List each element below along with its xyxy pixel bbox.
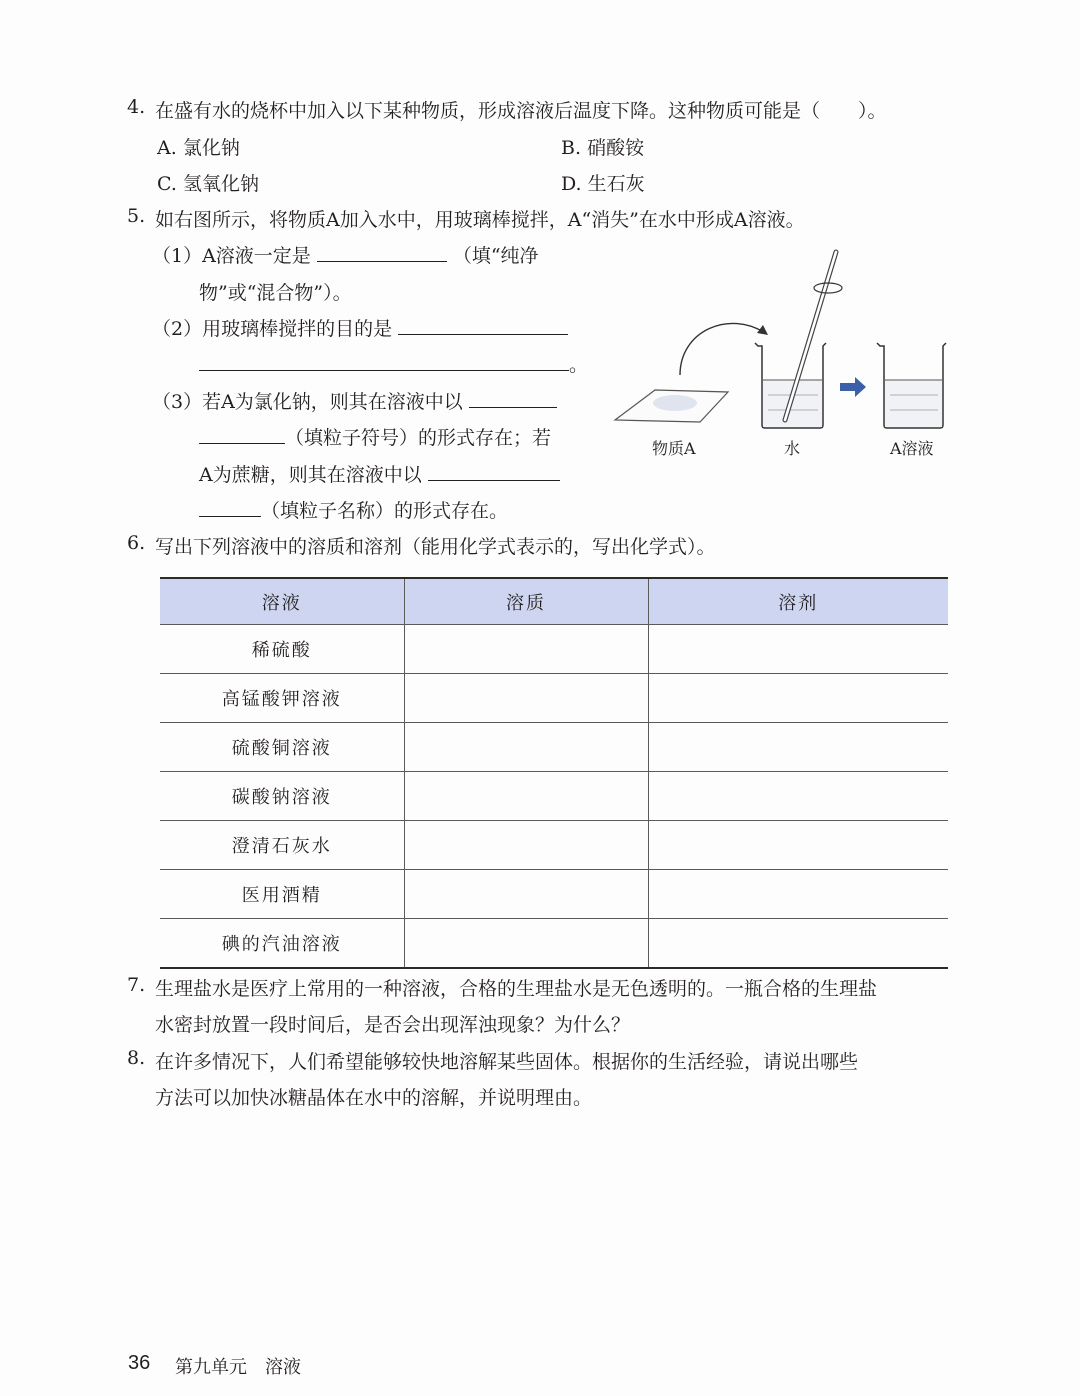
question-8-line2: 方法可以加快冰糖晶体在水中的溶解，并说明理由。 bbox=[155, 1087, 593, 1109]
solution-name: 碘的汽油溶液 bbox=[160, 919, 404, 969]
solution-name: 医用酒精 bbox=[160, 870, 404, 919]
q4-option-a bbox=[157, 133, 240, 160]
solute-answer-cell[interactable] bbox=[404, 919, 648, 969]
solvent-answer-cell[interactable] bbox=[648, 919, 948, 969]
page-number: 36 bbox=[128, 1352, 151, 1374]
q5-part3-line2 bbox=[199, 423, 551, 450]
solute-answer-cell[interactable] bbox=[404, 772, 648, 821]
q4-option-b bbox=[561, 133, 644, 160]
table-row bbox=[160, 772, 948, 821]
question-4-number: 4. bbox=[127, 96, 146, 118]
solution-name: 高锰酸钾溶液 bbox=[160, 674, 404, 723]
q5-part3-hint2: （填粒子名称）的形式存在。 bbox=[261, 500, 509, 522]
answer-blank[interactable] bbox=[199, 425, 285, 444]
solvent-answer-cell[interactable] bbox=[648, 674, 948, 723]
option-text: 生石灰 bbox=[587, 173, 645, 195]
q5-part1-text: （1）A溶液一定是 bbox=[152, 245, 311, 267]
q5-part3-text2: A为蔗糖，则其在溶液中以 bbox=[199, 464, 422, 486]
q5-part1-line2: 物”或“混合物”）。 bbox=[199, 282, 352, 304]
answer-blank[interactable] bbox=[317, 243, 447, 262]
table-row bbox=[160, 870, 948, 919]
option-letter: C. bbox=[157, 173, 177, 195]
question-6-number: 6. bbox=[127, 532, 146, 554]
solute-solvent-table bbox=[160, 577, 948, 969]
q5-part3-line4 bbox=[199, 496, 508, 523]
option-letter: B. bbox=[561, 137, 582, 159]
solute-answer-cell[interactable] bbox=[404, 723, 648, 772]
question-4-stem: 在盛有水的烧杯中加入以下某种物质，形成溶液后温度下降。这种物质可能是（ ）。 bbox=[155, 100, 887, 122]
solution-name: 硫酸铜溶液 bbox=[160, 723, 404, 772]
q4-option-c bbox=[157, 169, 259, 196]
powder-substance-a bbox=[653, 395, 697, 411]
solute-answer-cell[interactable] bbox=[404, 821, 648, 870]
header-solution: 溶液 bbox=[160, 578, 404, 625]
question-8-line1: 在许多情况下，人们希望能够较快地溶解某些固体。根据你的生活经验，请说出哪些 bbox=[155, 1051, 859, 1073]
question-5-number: 5. bbox=[127, 205, 146, 227]
table-row bbox=[160, 674, 948, 723]
transfer-arrow bbox=[680, 323, 765, 375]
option-text: 氯化钠 bbox=[182, 137, 240, 159]
answer-blank[interactable] bbox=[398, 316, 568, 335]
q5-part3-line1 bbox=[152, 387, 557, 414]
table-header-row bbox=[160, 578, 948, 625]
answer-blank[interactable] bbox=[199, 352, 569, 371]
solvent-answer-cell[interactable] bbox=[648, 772, 948, 821]
answer-blank[interactable] bbox=[428, 462, 560, 481]
question-5-stem: 如右图所示，将物质A加入水中，用玻璃棒搅拌，A“消失”在水中形成A溶液。 bbox=[155, 209, 805, 231]
solute-answer-cell[interactable] bbox=[404, 625, 648, 674]
answer-blank[interactable] bbox=[469, 389, 557, 408]
answer-blank[interactable] bbox=[199, 498, 261, 517]
solution-name: 澄清石灰水 bbox=[160, 821, 404, 870]
figure-label-water: 水 bbox=[784, 439, 801, 458]
table-row bbox=[160, 821, 948, 870]
solvent-answer-cell[interactable] bbox=[648, 625, 948, 674]
header-solvent: 溶剂 bbox=[648, 578, 948, 625]
header-solute: 溶质 bbox=[404, 578, 648, 625]
solution-name: 碳酸钠溶液 bbox=[160, 772, 404, 821]
question-6-stem: 写出下列溶液中的溶质和溶剂（能用化学式表示的，写出化学式）。 bbox=[155, 536, 716, 558]
figure-label-substance-a: 物质A bbox=[652, 439, 696, 458]
question-7-line2: 水密封放置一段时间后，是否会出现浑浊现象？为什么？ bbox=[155, 1014, 631, 1036]
option-text: 氢氧化钠 bbox=[182, 173, 259, 195]
solvent-answer-cell[interactable] bbox=[648, 723, 948, 772]
q5-part1-line1 bbox=[152, 241, 539, 268]
q4-option-d bbox=[561, 169, 645, 196]
q5-part2-end: 。 bbox=[569, 354, 589, 376]
question-7-number: 7. bbox=[127, 974, 146, 996]
dissolution-figure bbox=[600, 240, 960, 460]
solvent-answer-cell[interactable] bbox=[648, 821, 948, 870]
figure-label-solution: A溶液 bbox=[890, 439, 934, 458]
q5-part3-line3 bbox=[199, 460, 560, 487]
option-text: 硝酸铵 bbox=[587, 137, 645, 159]
q5-part3-text: （3）若A为氯化钠，则其在溶液中以 bbox=[152, 391, 463, 413]
table-row bbox=[160, 625, 948, 674]
solvent-answer-cell[interactable] bbox=[648, 870, 948, 919]
solute-answer-cell[interactable] bbox=[404, 870, 648, 919]
question-7-line1: 生理盐水是医疗上常用的一种溶液，合格的生理盐水是无色透明的。一瓶合格的生理盐 bbox=[155, 978, 878, 1000]
option-letter: D. bbox=[561, 173, 582, 195]
solution-name: 稀硫酸 bbox=[160, 625, 404, 674]
result-arrow bbox=[840, 377, 866, 397]
option-letter: A. bbox=[157, 137, 177, 159]
q5-part1-hint: （填“纯净 bbox=[452, 245, 539, 267]
question-8-number: 8. bbox=[127, 1047, 146, 1069]
q5-part2-text: （2）用玻璃棒搅拌的目的是 bbox=[152, 318, 393, 340]
q5-part2-line1 bbox=[152, 314, 568, 341]
table-row bbox=[160, 723, 948, 772]
solution-fill bbox=[885, 380, 942, 427]
solute-answer-cell[interactable] bbox=[404, 674, 648, 723]
q5-part3-hint: （填粒子符号）的形式存在；若 bbox=[285, 427, 552, 449]
table-row bbox=[160, 919, 948, 969]
unit-title: 第九单元 溶液 bbox=[175, 1357, 301, 1378]
q5-part2-line2 bbox=[199, 350, 588, 377]
